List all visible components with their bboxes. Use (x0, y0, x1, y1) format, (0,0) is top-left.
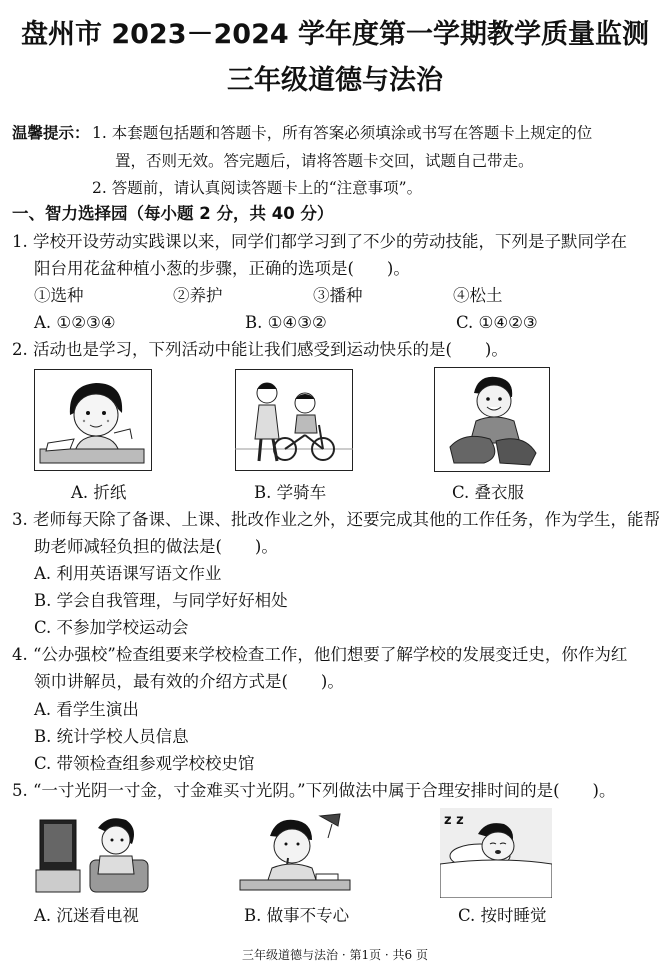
q4-stem-line1: 4. “公办强校”检查组要来学校检查工作，他们想要了解学校的发展变迁史，你作为红 (12, 645, 628, 664)
q1-option-a: A. ①②③④ (34, 313, 116, 332)
sleep-z-mark: z z (444, 813, 464, 828)
q2-option-c: C. 叠衣服 (452, 483, 525, 502)
notice-label: 温馨提示： (12, 124, 90, 142)
q3-option-c: C. 不参加学校运动会 (34, 618, 189, 637)
q4-stem-line2: 领巾讲解员，最有效的介绍方式是( )。 (34, 672, 344, 691)
q4-option-c: C. 带领检查组参观学校校史馆 (34, 754, 255, 773)
q2-picture-learning-bike (235, 369, 353, 471)
q1-step-3: ③播种 (313, 286, 363, 305)
notice-line-2: 2. 答题前，请认真阅读答题卡上的“注意事项”。 (92, 179, 423, 197)
section-heading: 一、智力选择园（每小题 2 分，共 40 分） (12, 204, 334, 223)
q2-picture-folding-paper (34, 369, 152, 471)
notice-line-1b: 置，否则无效。答完题后，请将答题卡交回，试题自己带走。 (115, 152, 534, 170)
page-footer: 三年级道德与法治 · 第1页 · 共6 页 (242, 948, 428, 962)
q1-stem-line1: 1. 学校开设劳动实践课以来，同学们都学习到了不少的劳动技能，下列是子默同学在 (12, 232, 627, 251)
q5-stem: 5. “一寸光阴一寸金，寸金难买寸光阴。”下列做法中属于合理安排时间的是( )。 (12, 781, 616, 800)
q1-option-c: C. ①④②③ (456, 313, 538, 332)
q5-option-c: C. 按时睡觉 (458, 906, 547, 925)
q1-option-b: B. ①④③② (245, 313, 327, 332)
q3-option-b: B. 学会自我管理，与同学好好相处 (34, 591, 288, 610)
q2-option-b: B. 学骑车 (254, 483, 327, 502)
q5-option-b: B. 做事不专心 (244, 906, 350, 925)
q3-option-a: A. 利用英语课写语文作业 (34, 564, 222, 583)
q1-step-2: ②养护 (173, 286, 223, 305)
q5-option-a: A. 沉迷看电视 (34, 906, 139, 925)
notice-line-1: 1. 本套题包括题和答题卡，所有答案必须填涂或书写在答题卡上规定的位 (92, 124, 593, 142)
q4-option-a: A. 看学生演出 (34, 700, 139, 719)
q4-option-b: B. 统计学校人员信息 (34, 727, 189, 746)
q2-stem: 2. 活动也是学习，下列活动中能让我们感受到运动快乐的是( )。 (12, 340, 508, 359)
q3-stem-line1: 3. 老师每天除了备课、上课、批改作业之外，还要完成其他的工作任务，作为学生，能帮 (12, 510, 660, 529)
q5-picture-watching-tv (34, 810, 152, 898)
q2-option-a: A. 折纸 (71, 483, 127, 502)
page-subtitle: 三年级道德与法治 (227, 65, 443, 96)
q1-stem-line2: 阳台用花盆种植小葱的步骤，正确的选项是( )。 (34, 259, 410, 278)
q1-step-4: ④松土 (453, 286, 503, 305)
q1-step-1: ①选种 (34, 286, 84, 305)
q5-picture-sleeping (440, 808, 552, 898)
q5-picture-distracted (236, 810, 354, 898)
page-title: 盘州市 2023－2024 学年度第一学期教学质量监测 (20, 19, 650, 50)
q3-stem-line2: 助老师减轻负担的做法是( )。 (34, 537, 278, 556)
q2-picture-folding-clothes (434, 367, 550, 472)
